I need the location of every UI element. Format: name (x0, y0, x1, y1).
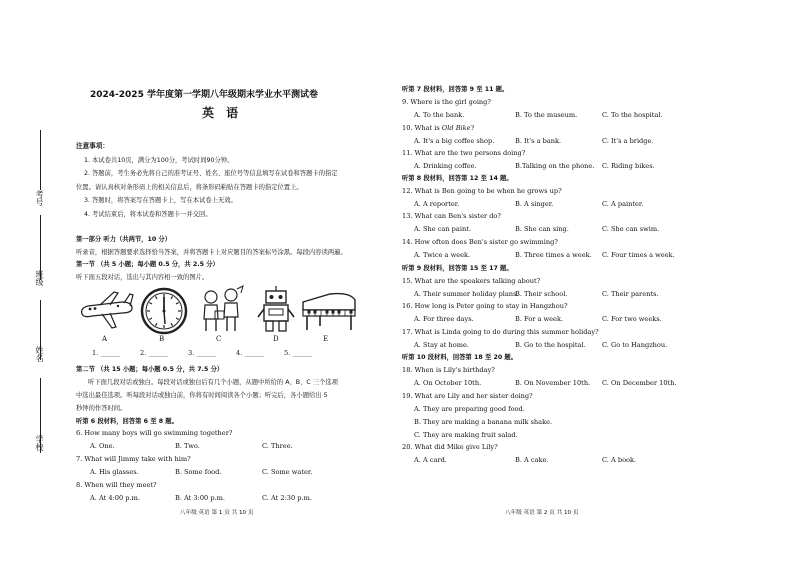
option-a[interactable]: A. They are preparing good food. (414, 405, 525, 413)
option-a[interactable]: A. She can paint. (414, 225, 471, 233)
question-text: 8. When will they meet? (76, 481, 157, 489)
part1-title: 第一部分 听力（共两节，10 分） (76, 236, 172, 243)
section2-title: 第二节 （共 15 小题；每小题 0.5 分，共 7.5 分） (76, 366, 224, 373)
question-text: 11. What are the two persons doing? (402, 149, 526, 157)
option-b[interactable]: B.Talking on the phone. (515, 162, 595, 170)
option-a[interactable]: A. On October 10th. (414, 379, 482, 387)
option-c[interactable]: C. Three. (262, 442, 293, 450)
page-footer: 八年级 英语 第 1 页 共 10 页 (180, 510, 254, 516)
option-a[interactable]: A. Drinking coffee. (414, 162, 477, 170)
option-b[interactable]: B. To the museum. (515, 111, 578, 119)
material-heading: 听第 6 段材料，回答第 6 至 8 题。 (76, 418, 178, 425)
question-text: 15. What are the speakers talking about? (402, 277, 541, 285)
right-page (397, 0, 794, 561)
note-item: 3. 答题时，将答案写在答题卡上，写在本试卷上无效。 (84, 197, 237, 204)
material-heading: 听第 7 段材料，回答第 9 至 11 题。 (402, 86, 509, 93)
question-text: 14. How often does Ben's sister go swimming? (402, 238, 558, 246)
question-text: 20. What did Mike give Lily? (402, 443, 498, 451)
option-a[interactable]: A. A reporter. (414, 200, 460, 208)
children-icon (197, 285, 245, 335)
picture-letter: B (159, 335, 165, 343)
option-b[interactable]: B. For a week. (515, 315, 564, 323)
answer-blank[interactable]: 4. ______ (236, 349, 265, 357)
option-c[interactable]: C. Four times a week. (602, 251, 675, 259)
material-heading: 听第 9 段材料，回答第 15 至 17 题。 (402, 265, 513, 272)
margin-label-name: 姓名 (35, 346, 44, 362)
subject-title: 英 语 (202, 106, 243, 120)
option-c[interactable]: C. Some water. (262, 468, 313, 476)
option-c[interactable]: C. On December 10th. (602, 379, 677, 387)
option-a[interactable]: A. At 4:00 p.m. (90, 494, 140, 502)
section2-instructions: 听下面几段对话或独白。每段对话或独白后有几个小题，从题中所给的 A、B、C 三个选项 (88, 379, 339, 386)
question-text: 16. How long is Peter going to stay in Hangzhou? (402, 302, 568, 310)
option-a[interactable]: A. To the bank. (414, 111, 465, 119)
option-b[interactable]: B. At 3:00 p.m. (175, 494, 225, 502)
answer-blank[interactable]: 3. ______ (188, 349, 217, 357)
robot-icon (256, 285, 296, 335)
option-a[interactable]: A. For three days. (414, 315, 474, 323)
option-c[interactable]: C. She can swim. (602, 225, 660, 233)
airplane-icon (78, 288, 134, 332)
picture-letter: E (323, 335, 329, 343)
option-a[interactable]: A. It's a big coffee shop. (414, 137, 495, 145)
option-c[interactable]: C. For two weeks. (602, 315, 662, 323)
option-a[interactable]: A. A card. (414, 456, 447, 464)
part1-instructions: 听录音，根据答题要求选择恰当答案，并将答题卡上对应题目的答案标号涂黑。每段内容读两遍。 (76, 249, 347, 256)
question-text: 13. What can Ben's sister do? (402, 212, 501, 220)
option-c[interactable]: C. It's a bridge. (602, 137, 654, 145)
answer-blank[interactable]: 2. ______ (140, 349, 169, 357)
option-b[interactable]: B. Go to the hospital. (515, 341, 586, 349)
question-text: 6. How many boys will go swimming together? (76, 429, 233, 437)
question-text: 7. What will Jimmy take with him? (76, 455, 191, 463)
question-text: 17. What is Linda going to do during this summer holiday? (402, 328, 599, 336)
option-c[interactable]: C. To the hospital. (602, 111, 663, 119)
margin-label-class: 班级 (35, 270, 44, 286)
option-a[interactable]: A. His glasses. (90, 468, 139, 476)
option-c[interactable]: C. A book. (602, 456, 637, 464)
section2-instructions: 中选出最佳选项。听每段对话或独白前，你将有时间阅读各个小题；听完后，各小题给出 5 (76, 392, 328, 399)
page-footer: 八年级 英语 第 2 页 共 10 页 (505, 510, 579, 516)
option-b[interactable]: B. On November 10th. (515, 379, 591, 387)
option-c[interactable]: C. Riding bikes. (602, 162, 655, 170)
question-text: 9. Where is the girl going? (402, 98, 491, 106)
material-heading: 听第 10 段材料，回答第 18 至 20 题。 (402, 354, 518, 361)
option-b[interactable]: B. Some food. (175, 468, 222, 476)
option-b[interactable]: B. Their school. (515, 290, 568, 298)
exam-title: 2024-2025 学年度第一学期八年级期末学业水平测试卷 (90, 90, 318, 100)
note-item: 4. 考试结束后，将本试卷和答题卡一并交回。 (84, 211, 212, 218)
option-c[interactable]: C. Their parents. (602, 290, 659, 298)
option-b[interactable]: B. It's a bank. (515, 137, 562, 145)
option-b[interactable]: B. A singer. (515, 200, 554, 208)
option-a[interactable]: A. Stay at home. (414, 341, 470, 349)
piano-icon (300, 290, 358, 332)
question-text: 12. What is Ben going to be when he grows up? (402, 187, 562, 195)
option-c[interactable]: C. Go to Hangzhou. (602, 341, 668, 349)
option-a[interactable]: A. Twice a week. (414, 251, 471, 259)
margin-line (40, 130, 41, 190)
picture-letter: C (216, 335, 222, 343)
option-a[interactable]: A. Their summer holiday plans. (414, 290, 519, 298)
notes-title: 注意事项： (76, 142, 109, 150)
picture-letter: A (102, 335, 108, 343)
option-c[interactable]: C. At 2:30 p.m. (262, 494, 312, 502)
margin-label-exam-number: 考号 (35, 190, 44, 206)
note-item: 2. 答题前，考生务必先将自己的准考证号、姓名、座位号等信息填写在试卷和答题卡的指定 (84, 170, 338, 177)
section2-instructions: 秒钟的作答时间。 (76, 405, 127, 412)
option-b[interactable]: B. Two. (175, 442, 200, 450)
question-text: 19. What are Lily and her sister doing? (402, 392, 533, 400)
option-b[interactable]: B. Three times a week. (515, 251, 592, 259)
margin-label-school: 学校 (35, 435, 44, 451)
option-a[interactable]: A. One. (90, 442, 115, 450)
section1-instructions: 听下面五段对话，选出与其内容相一致的图片。 (76, 274, 209, 281)
clock-icon (140, 287, 188, 335)
picture-letter: D (273, 335, 279, 343)
option-b[interactable]: B. A cake. (515, 456, 549, 464)
option-b[interactable]: B. She can sing. (515, 225, 569, 233)
material-heading: 听第 8 段材料，回答第 12 至 14 题。 (402, 175, 513, 182)
answer-blank[interactable]: 5. ______ (284, 349, 313, 357)
option-c[interactable]: C. They are making fruit salad. (414, 431, 518, 439)
section1-title: 第一节 （共 5 小题；每小题 0.5 分，共 2.5 分） (76, 261, 219, 268)
question-text: 10. What is Old Bike? (402, 124, 475, 132)
answer-blank[interactable]: 1. ______ (92, 349, 121, 357)
option-b[interactable]: B. They are making a banana milk shake. (414, 418, 553, 426)
option-c[interactable]: C. A painter. (602, 200, 644, 208)
note-item: 1. 本试卷共10页，满分为100分，考试时间90分钟。 (84, 157, 234, 164)
note-item: 位置。请认真核对条形码上的相关信息后，将条形码粘贴在答题卡的指定位置上。 (76, 184, 303, 191)
question-text: 18. When is Lily's birthday? (402, 366, 495, 374)
